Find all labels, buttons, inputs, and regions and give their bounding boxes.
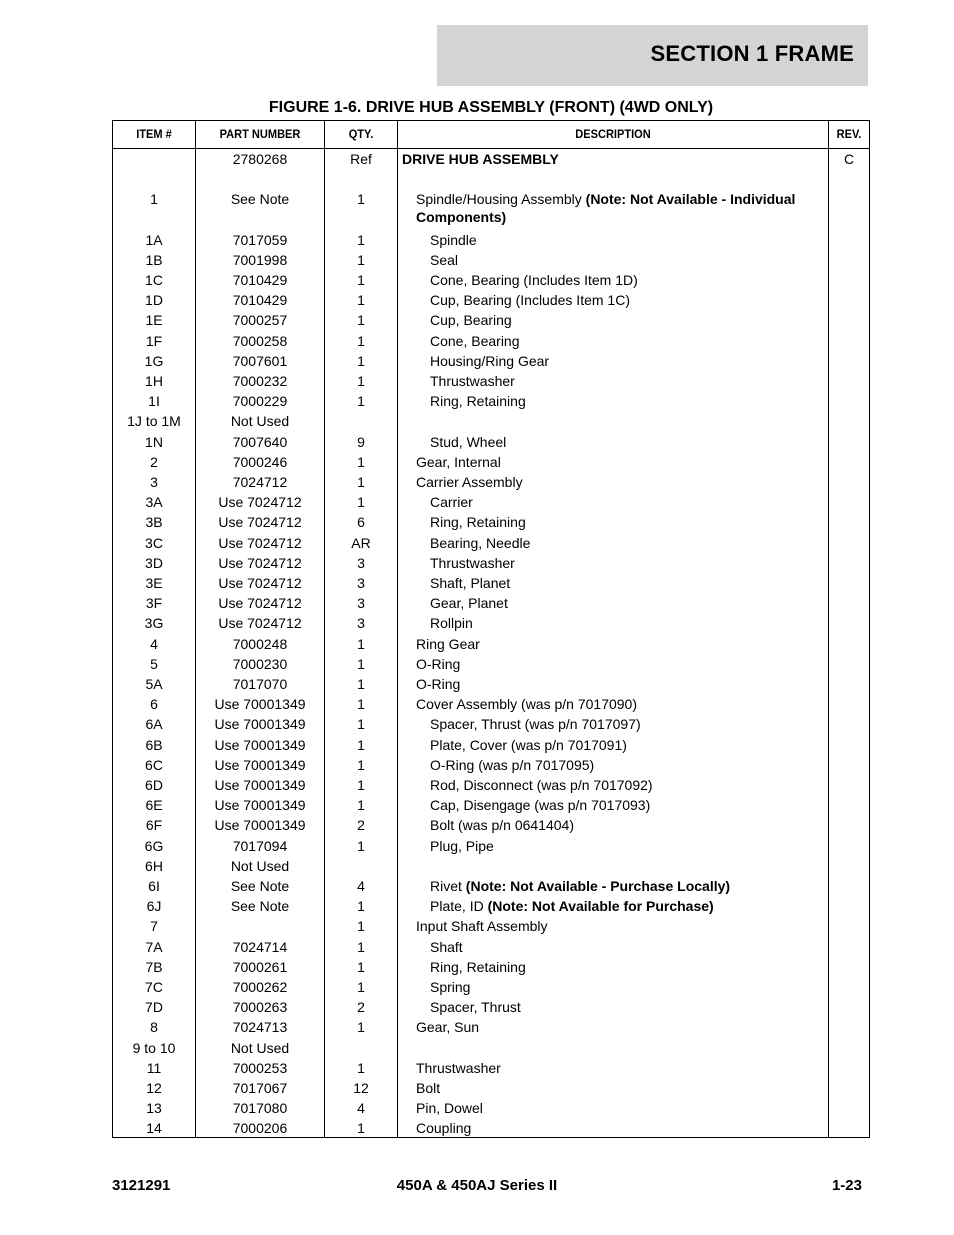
section-title: SECTION 1 FRAME <box>650 41 854 66</box>
quantity-cell: 1 <box>357 373 365 389</box>
description-text: Carrier <box>430 494 473 511</box>
part-number-cell: Use 7024712 <box>218 554 302 571</box>
item-number-cell: 1C <box>145 272 163 288</box>
description-text: Ring, Retaining <box>430 393 526 410</box>
description-text: Thrustwasher <box>430 373 515 389</box>
part-number-cell: Use 70001349 <box>214 756 306 773</box>
part-number-cell: 7000261 <box>232 958 288 975</box>
figure-title: FIGURE 1-6. DRIVE HUB ASSEMBLY (FRONT) (4WD ONLY) <box>268 99 714 116</box>
description-cell <box>398 998 860 1016</box>
quantity-cell: 1 <box>357 474 365 490</box>
part-number-cell: 7000257 <box>232 312 288 329</box>
description-text: Plate, ID <box>430 898 488 915</box>
part-number-cell: See Note <box>230 191 290 208</box>
description-cell <box>398 372 860 390</box>
item-number-cell: 14 <box>146 1120 162 1137</box>
item-number-cell: 1E <box>145 312 163 329</box>
quantity-cell: 1 <box>357 958 365 975</box>
quantity-cell: 1 <box>357 979 365 995</box>
item-number-cell: 6D <box>145 777 163 793</box>
quantity-cell: 1 <box>357 1059 365 1076</box>
quantity-cell: 1 <box>357 837 365 854</box>
item-number-cell: 1 <box>150 191 158 208</box>
description-text: Stud, Wheel <box>430 433 507 450</box>
part-number-cell: Use 70001349 <box>214 696 306 713</box>
description-cell <box>398 574 860 592</box>
description-cell <box>398 291 860 309</box>
description-text: O-Ring <box>416 676 461 692</box>
description-text: Shaft, Planet <box>430 575 511 591</box>
description-cell <box>398 513 860 531</box>
description-note: (Note: Not Available for Purchase) <box>487 898 714 915</box>
description-text: Spacer, Thrust (was p/n 7017097) <box>430 716 641 733</box>
item-number-cell: 8 <box>150 1019 158 1036</box>
description-cell <box>398 675 846 693</box>
part-number-cell: 7017067 <box>232 1080 288 1096</box>
description-text: Coupling <box>416 1120 472 1137</box>
description-text: Spacer, Thrust <box>430 999 521 1016</box>
item-number-cell: 1N <box>145 433 163 450</box>
part-number-cell: 7010429 <box>232 292 288 309</box>
description-cell <box>398 837 860 855</box>
description-note: (Note: Not Available - Individual Components) <box>416 191 796 226</box>
quantity-cell: 2 <box>357 999 365 1016</box>
description-cell <box>398 150 832 168</box>
description-text: Spindle <box>430 231 477 248</box>
quantity-cell: AR <box>351 534 371 551</box>
description-text: Ring, Retaining <box>430 958 526 975</box>
description-cell <box>398 473 846 491</box>
item-number-cell: 7 <box>150 918 158 935</box>
part-number-cell: Use 7024712 <box>218 514 302 531</box>
part-number-cell: 7024714 <box>232 938 288 955</box>
quantity-cell: 1 <box>357 332 365 349</box>
item-number-cell: 1H <box>145 373 163 389</box>
part-number-cell: 7017059 <box>232 231 288 248</box>
header-qty: QTY. <box>348 127 374 141</box>
quantity-cell: Ref <box>350 151 372 167</box>
item-number-cell: 6G <box>144 837 164 854</box>
item-number-cell: 6F <box>145 817 163 834</box>
description-cell <box>398 1119 846 1137</box>
description-cell <box>398 776 860 794</box>
part-number-cell: 7000206 <box>232 1120 288 1137</box>
part-number-cell: 2780268 <box>232 151 288 167</box>
quantity-cell: 1 <box>357 777 365 793</box>
description-text: Housing/Ring Gear <box>430 352 550 369</box>
description-text: Cup, Bearing (Includes Item 1C) <box>430 292 630 309</box>
part-number-cell: 7024712 <box>232 474 288 490</box>
quantity-cell: 4 <box>357 878 365 894</box>
part-number-cell: 7017070 <box>232 676 288 692</box>
header-item: ITEM # <box>136 127 172 141</box>
description-text: Rivet <box>430 878 466 894</box>
part-number-cell: 7000262 <box>232 979 288 995</box>
description-cell <box>398 433 860 451</box>
description-text: Shaft <box>430 938 463 955</box>
item-number-cell: 3C <box>145 534 163 551</box>
quantity-cell: 1 <box>357 938 365 955</box>
quantity-cell: 1 <box>357 655 365 672</box>
quantity-cell: 3 <box>357 575 365 591</box>
item-number-cell: 3E <box>145 575 163 591</box>
description-text: Ring Gear <box>416 635 480 652</box>
description-text: DRIVE HUB ASSEMBLY <box>402 151 559 167</box>
description-text: O-Ring <box>416 655 461 672</box>
description-cell <box>398 635 846 653</box>
description-text: Plate, Cover (was p/n 7017091) <box>430 736 627 753</box>
quantity-cell: 12 <box>353 1080 369 1096</box>
description-cell <box>398 938 860 956</box>
header-part-number: PART NUMBER <box>219 127 301 141</box>
item-number-cell: 7B <box>145 958 163 975</box>
header-description: DESCRIPTION <box>575 127 651 141</box>
part-number-cell: 7000248 <box>232 635 288 652</box>
item-number-cell: 11 <box>146 1059 162 1076</box>
part-number-cell: Use 70001349 <box>214 817 306 834</box>
quantity-cell: 3 <box>357 615 365 632</box>
description-text: Plug, Pipe <box>430 837 494 854</box>
part-number-cell: 7000258 <box>232 332 288 349</box>
item-number-cell: 7C <box>145 979 163 995</box>
item-number-cell: 3F <box>145 595 163 612</box>
item-number-cell: 7D <box>145 999 163 1016</box>
item-number-cell: 6B <box>145 736 163 753</box>
parts-table <box>112 120 870 1138</box>
item-number-cell: 13 <box>146 1100 162 1117</box>
description-cell <box>398 614 860 632</box>
description-text: Thrustwasher <box>430 554 515 571</box>
part-number-cell: Not Used <box>230 857 290 874</box>
description-text: Gear, Planet <box>430 595 508 612</box>
item-number-cell: 6J <box>146 898 162 915</box>
description-cell <box>398 554 860 572</box>
description-cell <box>398 756 860 774</box>
item-number-cell: 1B <box>145 251 163 268</box>
quantity-cell: 9 <box>357 433 365 450</box>
description-cell <box>398 392 860 410</box>
description-cell <box>398 715 860 733</box>
description-text: Bolt <box>416 1080 441 1096</box>
part-number-cell: Not Used <box>230 1039 290 1056</box>
item-number-cell: 6I <box>148 878 160 894</box>
description-text: Thrustwasher <box>416 1059 501 1076</box>
description-text: Bolt (was p/n 0641404) <box>430 817 574 834</box>
quantity-cell: 1 <box>357 716 365 733</box>
part-number-cell: Use 70001349 <box>214 777 306 793</box>
item-number-cell: 1D <box>145 292 163 309</box>
part-number-cell: 7000263 <box>232 999 288 1016</box>
quantity-cell: 1 <box>357 352 365 369</box>
description-text: Gear, Internal <box>416 453 501 470</box>
description-text: Seal <box>430 251 459 268</box>
description-text: Spindle/Housing Assembly <box>416 191 586 208</box>
description-cell <box>398 816 860 834</box>
quantity-cell: 1 <box>357 231 365 248</box>
description-text: Gear, Sun <box>416 1019 480 1036</box>
revision-cell: C <box>843 151 855 167</box>
description-cell <box>398 958 860 976</box>
part-number-cell: 7024713 <box>232 1019 288 1036</box>
part-number-cell: 7010429 <box>232 272 288 288</box>
description-cell <box>398 655 846 673</box>
part-number-cell: See Note <box>230 878 290 894</box>
quantity-cell: 1 <box>357 898 365 915</box>
description-text: O-Ring (was p/n 7017095) <box>430 756 595 773</box>
quantity-cell: 3 <box>357 595 365 612</box>
description-text: Pin, Dowel <box>416 1100 483 1117</box>
item-number-cell: 1A <box>145 231 163 248</box>
description-cell <box>398 271 860 289</box>
description-cell <box>398 190 846 226</box>
description-text: Ring, Retaining <box>430 514 526 531</box>
item-number-cell: 1F <box>145 332 163 349</box>
description-text: Bearing, Needle <box>430 534 531 551</box>
description-cell <box>398 897 860 915</box>
part-number-cell: Use 7024712 <box>218 615 302 632</box>
item-number-cell: 6E <box>145 797 163 814</box>
description-cell <box>398 352 860 370</box>
footer-page-number: 1-23 <box>831 1177 862 1194</box>
part-number-cell: Use 70001349 <box>214 716 306 733</box>
part-number-cell: Use 70001349 <box>214 797 306 814</box>
part-number-cell: 7000253 <box>232 1059 288 1076</box>
description-cell <box>398 332 860 350</box>
part-number-cell: 7007640 <box>232 433 288 450</box>
item-number-cell: 6A <box>145 716 163 733</box>
description-cell <box>398 231 860 249</box>
item-number-cell: 4 <box>150 635 158 652</box>
item-number-cell: 1J to 1M <box>127 413 181 430</box>
description-text: Cup, Bearing <box>430 312 512 329</box>
description-note: (Note: Not Available - Purchase Locally) <box>465 878 731 894</box>
quantity-cell: 1 <box>357 635 365 652</box>
quantity-cell: 3 <box>357 554 365 571</box>
part-number-cell: Use 7024712 <box>218 534 302 551</box>
description-text: Cover Assembly (was p/n 7017090) <box>416 696 637 713</box>
item-number-cell: 3A <box>145 494 163 511</box>
description-text: Cap, Disengage (was p/n 7017093) <box>430 797 651 814</box>
quantity-cell: 1 <box>357 272 365 288</box>
quantity-cell: 1 <box>357 696 365 713</box>
header-rev: REV. <box>836 127 862 141</box>
description-cell <box>398 1099 846 1117</box>
description-cell <box>398 1079 846 1097</box>
item-number-cell: 6H <box>145 857 163 874</box>
quantity-cell: 1 <box>357 1019 365 1036</box>
item-number-cell: 1I <box>148 393 160 410</box>
item-number-cell: 3 <box>150 474 158 490</box>
description-text: Rollpin <box>430 615 473 632</box>
description-cell <box>398 1059 846 1077</box>
part-number-cell: Use 70001349 <box>214 736 306 753</box>
description-text: Cone, Bearing (Includes Item 1D) <box>430 272 638 288</box>
quantity-cell: 1 <box>357 1120 365 1137</box>
description-cell <box>398 796 860 814</box>
item-number-cell: 3D <box>145 554 163 571</box>
quantity-cell: 2 <box>357 817 365 834</box>
description-text: Cone, Bearing <box>430 332 520 349</box>
item-number-cell: 6 <box>150 696 158 713</box>
description-text: Rod, Disconnect (was p/n 7017092) <box>430 777 653 793</box>
item-number-cell: 6C <box>145 756 163 773</box>
description-text: Carrier Assembly <box>416 474 523 490</box>
part-number-cell: Use 7024712 <box>218 494 302 511</box>
item-number-cell: 1G <box>144 352 164 369</box>
quantity-cell: 1 <box>357 797 365 814</box>
part-number-cell: Use 7024712 <box>218 595 302 612</box>
description-text: Input Shaft Assembly <box>416 918 548 935</box>
part-number-cell: Use 7024712 <box>218 575 302 591</box>
item-number-cell: 12 <box>146 1080 162 1096</box>
part-number-cell: 7017080 <box>232 1100 288 1117</box>
quantity-cell: 1 <box>357 292 365 309</box>
item-number-cell: 7A <box>145 938 163 955</box>
section-banner <box>437 25 868 86</box>
part-number-cell: Not Used <box>230 413 290 430</box>
quantity-cell: 6 <box>357 514 365 531</box>
description-cell <box>398 978 860 996</box>
quantity-cell: 1 <box>357 453 365 470</box>
quantity-cell: 1 <box>357 918 365 935</box>
item-number-cell: 5 <box>150 655 158 672</box>
description-cell <box>398 534 860 552</box>
header-divider <box>113 148 869 149</box>
description-cell <box>398 594 860 612</box>
quantity-cell: 1 <box>357 393 365 410</box>
part-number-cell: 7000246 <box>232 453 288 470</box>
quantity-cell: 1 <box>357 736 365 753</box>
description-cell <box>398 311 860 329</box>
description-cell <box>398 877 860 895</box>
quantity-cell: 1 <box>357 756 365 773</box>
description-cell <box>398 1018 846 1036</box>
part-number-cell: 7007601 <box>232 352 288 369</box>
quantity-cell: 1 <box>357 494 365 511</box>
part-number-cell: 7000232 <box>232 373 288 389</box>
item-number-cell: 3B <box>145 514 163 531</box>
description-cell <box>398 251 860 269</box>
part-number-cell: 7000230 <box>232 655 288 672</box>
item-number-cell: 9 to 10 <box>132 1039 176 1056</box>
quantity-cell: 1 <box>357 676 365 692</box>
description-cell <box>398 736 860 754</box>
footer-doc-number: 3121291 <box>112 1177 171 1194</box>
part-number-cell: 7017094 <box>232 837 288 854</box>
description-cell <box>398 493 860 511</box>
item-number-cell: 3G <box>144 615 164 632</box>
item-number-cell: 2 <box>150 453 158 470</box>
description-cell <box>398 453 846 471</box>
quantity-cell: 4 <box>357 1100 365 1117</box>
part-number-cell: 7001998 <box>232 251 288 268</box>
part-number-cell: See Note <box>230 898 290 915</box>
description-cell <box>398 917 846 935</box>
quantity-cell: 1 <box>357 251 365 268</box>
quantity-cell: 1 <box>357 312 365 329</box>
footer-model: 450A & 450AJ Series II <box>396 1177 558 1194</box>
description-cell <box>398 695 846 713</box>
description-text: Spring <box>430 979 471 995</box>
part-number-cell: 7000229 <box>232 393 288 410</box>
quantity-cell: 1 <box>357 191 365 208</box>
item-number-cell: 5A <box>145 676 163 692</box>
